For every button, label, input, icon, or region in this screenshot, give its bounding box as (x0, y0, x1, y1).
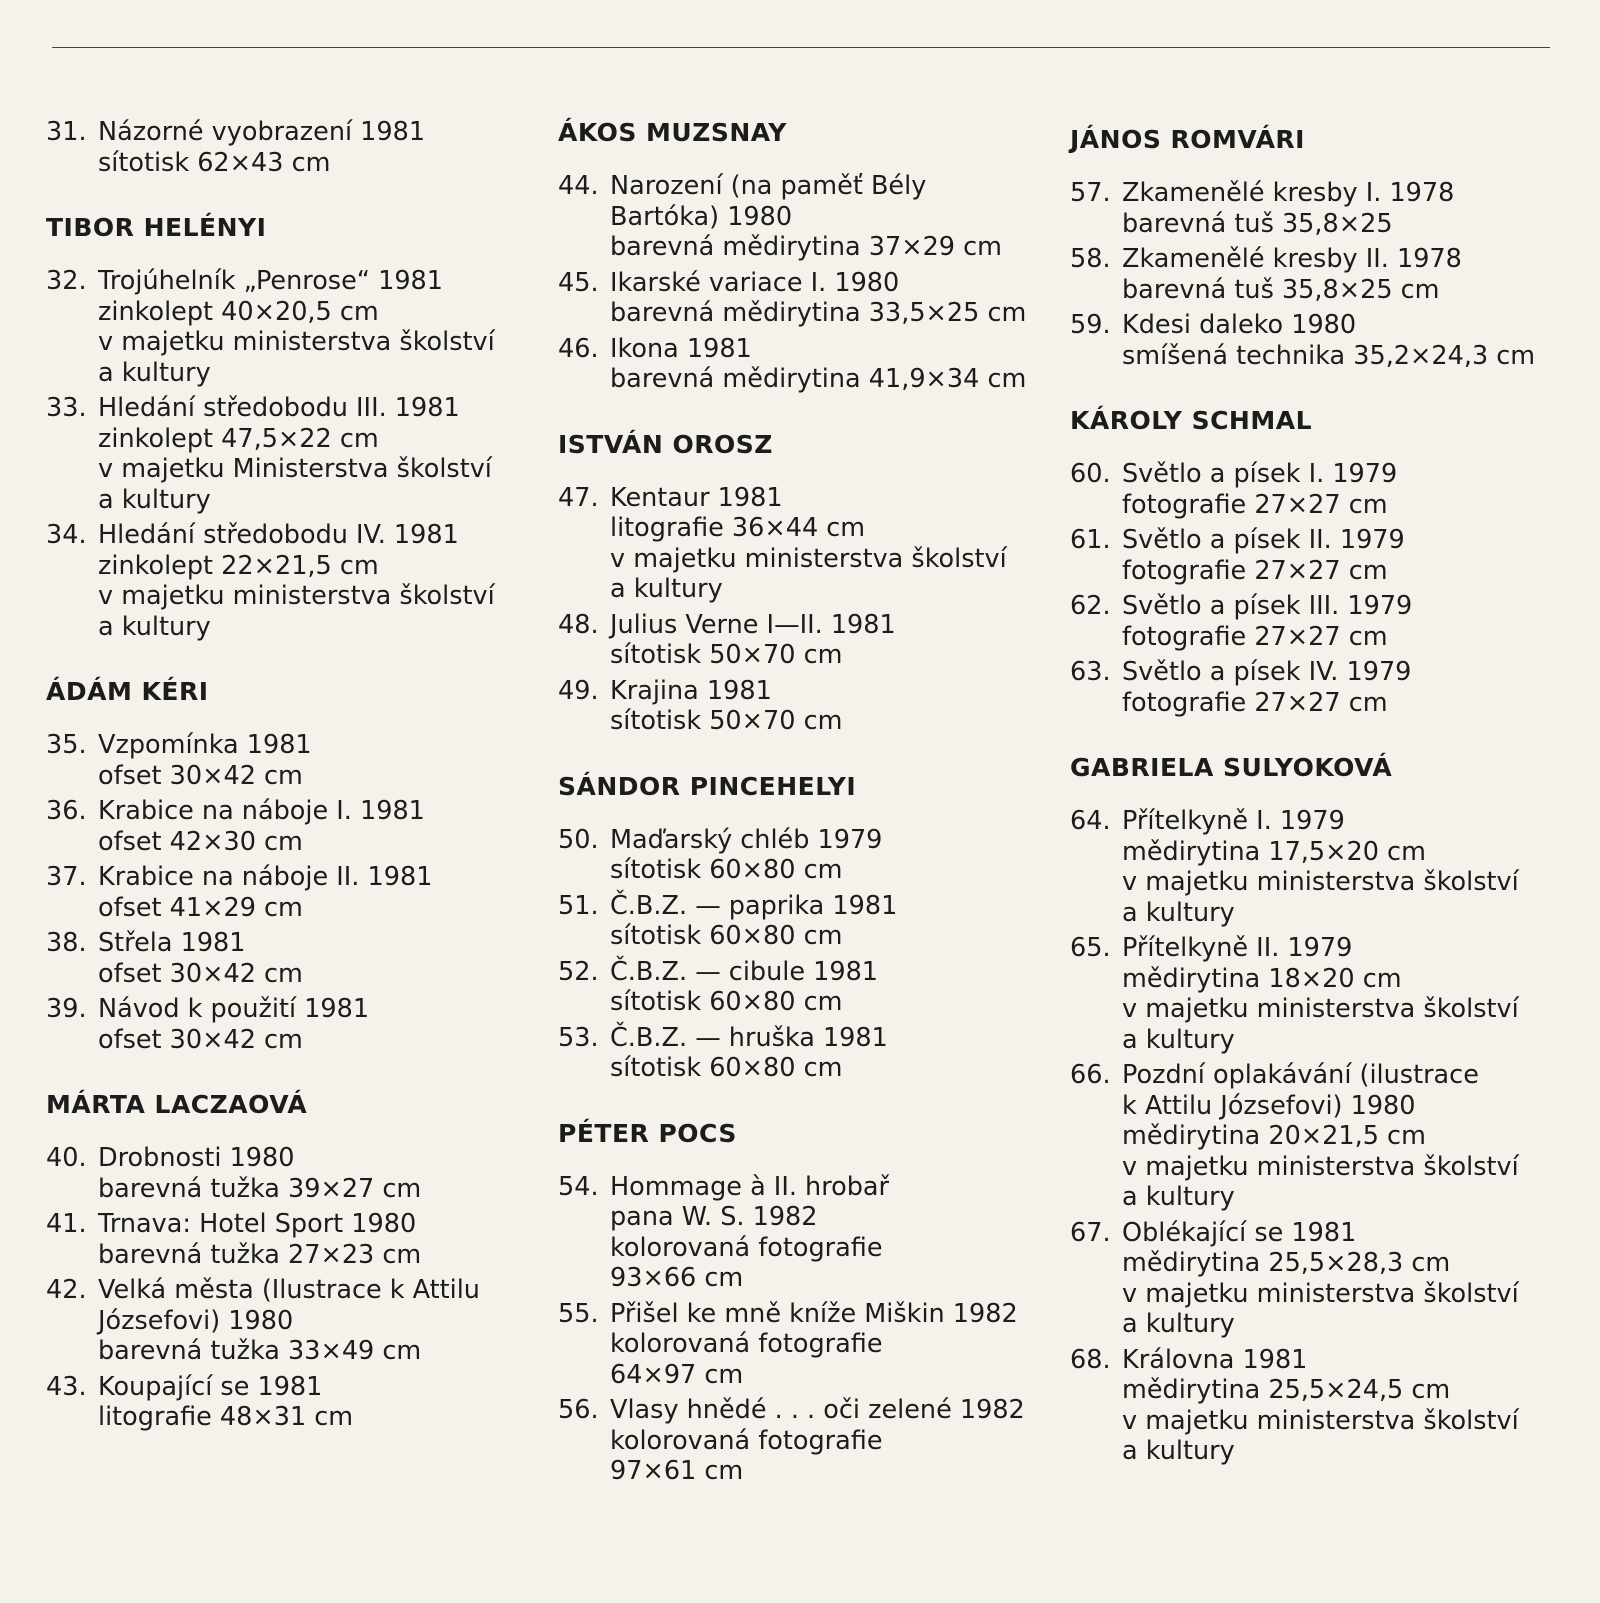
artwork-detail: 93×66 cm (610, 1263, 744, 1293)
entry-number: 59. (1070, 310, 1111, 340)
entry-number: 43. (46, 1371, 87, 1402)
artwork-detail: kolorovaná fotografie (610, 1329, 883, 1359)
artist-name: JÁNOS ROMVÁRI (1070, 125, 1305, 154)
artist-section (1070, 405, 1570, 718)
artwork-title: Oblékající se 1981 (1122, 1217, 1357, 1248)
artist-section (558, 117, 1058, 395)
entry-number: 49. (558, 675, 599, 706)
catalog-entry (558, 1395, 1058, 1487)
catalog-entry (1070, 1218, 1570, 1340)
artwork-title: Vlasy hnědé . . . oči zelené 1982 (610, 1395, 1025, 1425)
catalog-entry (1070, 657, 1570, 718)
catalog-entry (46, 1209, 546, 1270)
artwork-detail: v majetku ministerstva školství (98, 327, 495, 357)
catalog-entry (558, 483, 1058, 605)
artwork-title: Vzpomínka 1981 (98, 730, 312, 760)
entry-number: 39. (46, 994, 87, 1024)
artwork-detail: barevná mědirytina 37×29 cm (610, 232, 1002, 262)
entry-number: 44. (558, 171, 599, 201)
top-rule (52, 47, 1550, 48)
artwork-detail: ofset 30×42 cm (98, 760, 303, 791)
entry-details (1122, 310, 1570, 371)
artwork-title: Světlo a písek II. 1979 (1122, 525, 1405, 555)
entry-details (98, 730, 546, 791)
catalog-entry (558, 334, 1058, 395)
artist-section (46, 117, 546, 178)
artist-name: SÁNDOR PINCEHELYI (558, 771, 857, 801)
artist-name: ISTVÁN OROSZ (558, 429, 773, 459)
entry-details (1122, 1218, 1570, 1340)
artwork-detail: fotografie 27×27 cm (1122, 687, 1388, 718)
entry-details (1122, 657, 1570, 718)
artwork-detail: mědirytina 18×20 cm (1122, 963, 1402, 994)
artwork-title: Hledání středobodu IV. 1981 (98, 520, 459, 550)
entry-details (98, 1275, 546, 1367)
entry-details (610, 171, 1058, 263)
artwork-title: Hledání středobodu III. 1981 (98, 393, 460, 423)
artwork-detail: mědirytina 25,5×28,3 cm (1122, 1248, 1451, 1278)
entry-number: 52. (558, 956, 599, 987)
catalog-entry (558, 957, 1058, 1018)
artwork-title: Návod k použití 1981 (98, 994, 370, 1024)
entry-details (610, 957, 1058, 1018)
artwork-title: Kentaur 1981 (610, 482, 783, 513)
artwork-detail: Józsefovi) 1980 (98, 1305, 294, 1336)
catalog-column-2 (558, 117, 1058, 1521)
entry-number: 40. (46, 1143, 87, 1173)
artwork-title: Krabice na náboje I. 1981 (98, 796, 425, 826)
artwork-title: Pozdní oplakávání (ilustrace (1122, 1060, 1479, 1090)
entry-details (1122, 178, 1570, 239)
artwork-title: Střela 1981 (98, 928, 246, 958)
entry-details (1122, 1345, 1570, 1467)
catalog-entry (558, 825, 1058, 886)
artwork-detail: a kultury (98, 484, 211, 515)
entry-number: 56. (558, 1395, 599, 1425)
entry-number: 54. (558, 1171, 599, 1202)
entry-number: 50. (558, 824, 599, 855)
entry-number: 31. (46, 117, 87, 147)
artwork-detail: v majetku ministerstva školství (98, 581, 495, 611)
artwork-detail: ofset 30×42 cm (98, 1024, 303, 1055)
artwork-title: Č.B.Z. — hruška 1981 (610, 1022, 888, 1053)
artwork-title: Krajina 1981 (610, 675, 772, 706)
catalog-entry (46, 520, 546, 642)
artwork-detail: mědirytina 25,5×24,5 cm (1122, 1375, 1451, 1405)
artwork-detail: ofset 41×29 cm (98, 892, 303, 923)
artist-section (558, 429, 1058, 737)
entry-number: 63. (1070, 657, 1111, 687)
catalog-entry (558, 610, 1058, 671)
artwork-title: Narození (na paměť Bély (610, 171, 927, 201)
artwork-detail: mědirytina 17,5×20 cm (1122, 836, 1426, 867)
entry-number: 66. (1070, 1060, 1111, 1090)
artwork-detail: v majetku Ministerstva školství (98, 454, 492, 484)
artwork-detail: Bartóka) 1980 (610, 201, 793, 232)
artwork-detail: sítotisk 50×70 cm (610, 706, 843, 736)
entry-details (98, 928, 546, 989)
artist-name: TIBOR HELÉNYI (46, 213, 267, 242)
artwork-detail: barevná tuš 35,8×25 (1122, 208, 1393, 239)
artwork-title: Krabice na náboje II. 1981 (98, 862, 433, 892)
entry-number: 62. (1070, 591, 1111, 621)
artwork-detail: kolorovaná fotografie (610, 1232, 883, 1263)
catalog-entry (46, 994, 546, 1055)
artwork-detail: v majetku ministerstva školství (1122, 867, 1519, 897)
artist-name: MÁRTA LACZAOVÁ (46, 1090, 308, 1119)
artwork-title: Světlo a písek I. 1979 (1122, 459, 1398, 489)
entry-number: 42. (46, 1275, 87, 1305)
artwork-detail: a kultury (1122, 897, 1235, 928)
artwork-detail: litografie 48×31 cm (98, 1402, 354, 1432)
entry-number: 45. (558, 267, 599, 298)
catalog-entry (558, 171, 1058, 263)
artwork-detail: barevná tuš 35,8×25 cm (1122, 274, 1440, 305)
entry-number: 48. (558, 609, 599, 640)
entry-details (610, 483, 1058, 605)
entry-number: 46. (558, 333, 599, 364)
artwork-detail: sítotisk 60×80 cm (610, 987, 843, 1017)
artwork-detail: litografie 36×44 cm (610, 513, 866, 543)
artwork-title: Julius Verne I—II. 1981 (610, 609, 896, 640)
artist-section (46, 676, 546, 1055)
artist-section (1070, 124, 1570, 371)
entry-number: 60. (1070, 459, 1111, 489)
artist-section (558, 771, 1058, 1084)
entry-number: 47. (558, 482, 599, 513)
entry-number: 34. (46, 520, 87, 550)
entry-details (610, 676, 1058, 737)
entry-details (98, 393, 546, 515)
entry-number: 58. (1070, 244, 1111, 274)
catalog-entry (46, 730, 546, 791)
artwork-detail: 97×61 cm (610, 1456, 744, 1486)
catalog-column-1 (46, 117, 546, 1467)
artist-name: GABRIELA SULYOKOVÁ (1070, 753, 1393, 782)
artwork-detail: v majetku ministerstva školství (1122, 1151, 1519, 1182)
artist-section (46, 1089, 546, 1433)
catalog-entry (1070, 806, 1570, 928)
artwork-title: Maďarský chléb 1979 (610, 824, 883, 855)
artwork-detail: pana W. S. 1982 (610, 1202, 818, 1232)
entry-details (1122, 933, 1570, 1055)
entry-details (98, 1372, 546, 1433)
entry-details (610, 1023, 1058, 1084)
entry-details (1122, 1060, 1570, 1213)
entry-details (610, 610, 1058, 671)
entry-number: 64. (1070, 806, 1111, 836)
entry-number: 65. (1070, 933, 1111, 963)
entry-number: 53. (558, 1022, 599, 1053)
artwork-detail: ofset 42×30 cm (98, 826, 303, 857)
entry-details (610, 891, 1058, 952)
entry-number: 41. (46, 1209, 87, 1239)
entry-number: 51. (558, 890, 599, 921)
catalog-entry (1070, 525, 1570, 586)
artwork-title: Č.B.Z. — cibule 1981 (610, 956, 879, 987)
artwork-detail: sítotisk 60×80 cm (610, 1053, 843, 1083)
artwork-detail: 64×97 cm (610, 1359, 744, 1390)
artwork-detail: k Attilu Józsefovi) 1980 (1122, 1090, 1416, 1121)
artwork-detail: zinkolept 47,5×22 cm (98, 423, 379, 454)
entry-details (98, 862, 546, 923)
artwork-detail: fotografie 27×27 cm (1122, 621, 1388, 652)
entry-details (1122, 806, 1570, 928)
artwork-title: Hommage à II. hrobař (610, 1171, 890, 1202)
entry-details (1122, 525, 1570, 586)
artwork-detail: a kultury (1122, 1182, 1235, 1212)
catalog-entry (1070, 310, 1570, 371)
artwork-detail: fotografie 27×27 cm (1122, 555, 1388, 586)
entry-details (98, 520, 546, 642)
artwork-title: Ikarské variace I. 1980 (610, 267, 900, 298)
entry-details (610, 1395, 1058, 1487)
catalog-column-3 (1070, 124, 1570, 1501)
catalog-entry (46, 1275, 546, 1367)
artwork-detail: kolorovaná fotografie (610, 1425, 883, 1456)
artwork-detail: v majetku ministerstva školství (1122, 1278, 1519, 1309)
entry-number: 36. (46, 796, 87, 826)
catalog-entry (46, 928, 546, 989)
entry-details (98, 796, 546, 857)
entry-number: 37. (46, 862, 87, 892)
artwork-detail: a kultury (98, 357, 211, 388)
artist-section (46, 212, 546, 642)
artwork-title: Světlo a písek III. 1979 (1122, 591, 1413, 621)
artwork-detail: zinkolept 40×20,5 cm (98, 296, 379, 327)
artwork-detail: a kultury (610, 574, 723, 604)
artwork-detail: barevná mědirytina 41,9×34 cm (610, 364, 1027, 394)
entry-details (1122, 244, 1570, 305)
catalog-entry (46, 796, 546, 857)
artwork-detail: barevná tužka 33×49 cm (98, 1336, 422, 1366)
catalog-entry (558, 891, 1058, 952)
artwork-detail: sítotisk 50×70 cm (610, 640, 843, 670)
artwork-detail: sítotisk 60×80 cm (610, 855, 843, 885)
catalog-entry (558, 268, 1058, 329)
artwork-detail: a kultury (1122, 1436, 1235, 1466)
entry-details (610, 1299, 1058, 1391)
entry-details (98, 1143, 546, 1204)
artwork-title: Královna 1981 (1122, 1344, 1308, 1375)
artwork-detail: barevná tužka 27×23 cm (98, 1239, 422, 1270)
artwork-detail: smíšená technika 35,2×24,3 cm (1122, 340, 1536, 371)
entry-number: 57. (1070, 178, 1111, 208)
artist-section (1070, 752, 1570, 1467)
catalog-entry (1070, 178, 1570, 239)
artwork-detail: v majetku ministerstva školství (610, 543, 1007, 574)
catalog-entry (558, 1299, 1058, 1391)
artwork-title: Názorné vyobrazení 1981 (98, 117, 426, 147)
artwork-title: Zkamenělé kresby I. 1978 (1122, 178, 1455, 208)
entry-number: 68. (1070, 1344, 1111, 1375)
artwork-detail: ofset 30×42 cm (98, 958, 303, 989)
artwork-title: Č.B.Z. — paprika 1981 (610, 890, 898, 921)
entry-number: 61. (1070, 525, 1111, 555)
entry-details (98, 266, 546, 388)
artwork-title: Ikona 1981 (610, 333, 752, 364)
catalog-entry (46, 862, 546, 923)
catalog-entry (1070, 591, 1570, 652)
entry-details (1122, 459, 1570, 520)
artwork-detail: v majetku ministerstva školství (1122, 994, 1519, 1024)
artwork-detail: barevná tužka 39×27 cm (98, 1173, 422, 1204)
catalog-entry (1070, 933, 1570, 1055)
artwork-title: Přišel ke mně kníže Miškin 1982 (610, 1298, 1018, 1329)
catalog-entry (558, 676, 1058, 737)
artist-name: ÁDÁM KÉRI (46, 677, 209, 706)
entry-number: 35. (46, 730, 87, 760)
artwork-title: Přítelkyně II. 1979 (1122, 933, 1353, 963)
artwork-detail: fotografie 27×27 cm (1122, 489, 1388, 520)
artwork-detail: sítotisk 60×80 cm (610, 921, 843, 951)
artwork-title: Světlo a písek IV. 1979 (1122, 657, 1412, 687)
entry-details (98, 1209, 546, 1270)
entry-details (98, 994, 546, 1055)
artist-name: ÁKOS MUZSNAY (558, 118, 787, 147)
catalog-entry (1070, 1345, 1570, 1467)
entry-details (610, 334, 1058, 395)
entry-details (610, 825, 1058, 886)
catalog-entry (46, 1372, 546, 1433)
artist-name: PÉTER POCS (558, 1118, 737, 1148)
artwork-title: Kdesi daleko 1980 (1122, 310, 1357, 340)
artwork-detail: a kultury (1122, 1309, 1235, 1339)
entry-details (610, 268, 1058, 329)
artwork-title: Zkamenělé kresby II. 1978 (1122, 244, 1462, 274)
catalog-entry (46, 117, 546, 178)
entry-number: 55. (558, 1298, 599, 1329)
artwork-detail: barevná mědirytina 33,5×25 cm (610, 298, 1027, 328)
catalog-entry (1070, 244, 1570, 305)
artwork-title: Koupající se 1981 (98, 1371, 323, 1402)
catalog-entry (558, 1172, 1058, 1294)
catalog-entry (558, 1023, 1058, 1084)
catalog-entry (46, 266, 546, 388)
artwork-detail: a kultury (98, 611, 211, 642)
artist-name: KÁROLY SCHMAL (1070, 406, 1312, 435)
artist-section (558, 1118, 1058, 1487)
artwork-title: Trnava: Hotel Sport 1980 (98, 1209, 417, 1239)
entry-details (98, 117, 546, 178)
artwork-title: Velká města (Ilustrace k Attilu (98, 1275, 480, 1305)
catalog-entry (1070, 1060, 1570, 1213)
entry-number: 33. (46, 393, 87, 423)
catalog-entry (46, 1143, 546, 1204)
entry-details (1122, 591, 1570, 652)
entry-number: 67. (1070, 1217, 1111, 1248)
entry-number: 38. (46, 928, 87, 958)
artwork-detail: a kultury (1122, 1024, 1235, 1055)
artwork-detail: sítotisk 62×43 cm (98, 147, 331, 178)
catalog-entry (46, 393, 546, 515)
artwork-title: Trojúhelník „Penrose“ 1981 (98, 266, 443, 296)
entry-number: 32. (46, 266, 87, 296)
artwork-detail: zinkolept 22×21,5 cm (98, 550, 379, 581)
artwork-title: Drobnosti 1980 (98, 1143, 295, 1173)
artwork-detail: mědirytina 20×21,5 cm (1122, 1121, 1426, 1151)
entry-details (610, 1172, 1058, 1294)
artwork-detail: v majetku ministerstva školství (1122, 1405, 1519, 1436)
catalog-entry (1070, 459, 1570, 520)
artwork-title: Přítelkyně I. 1979 (1122, 806, 1345, 836)
